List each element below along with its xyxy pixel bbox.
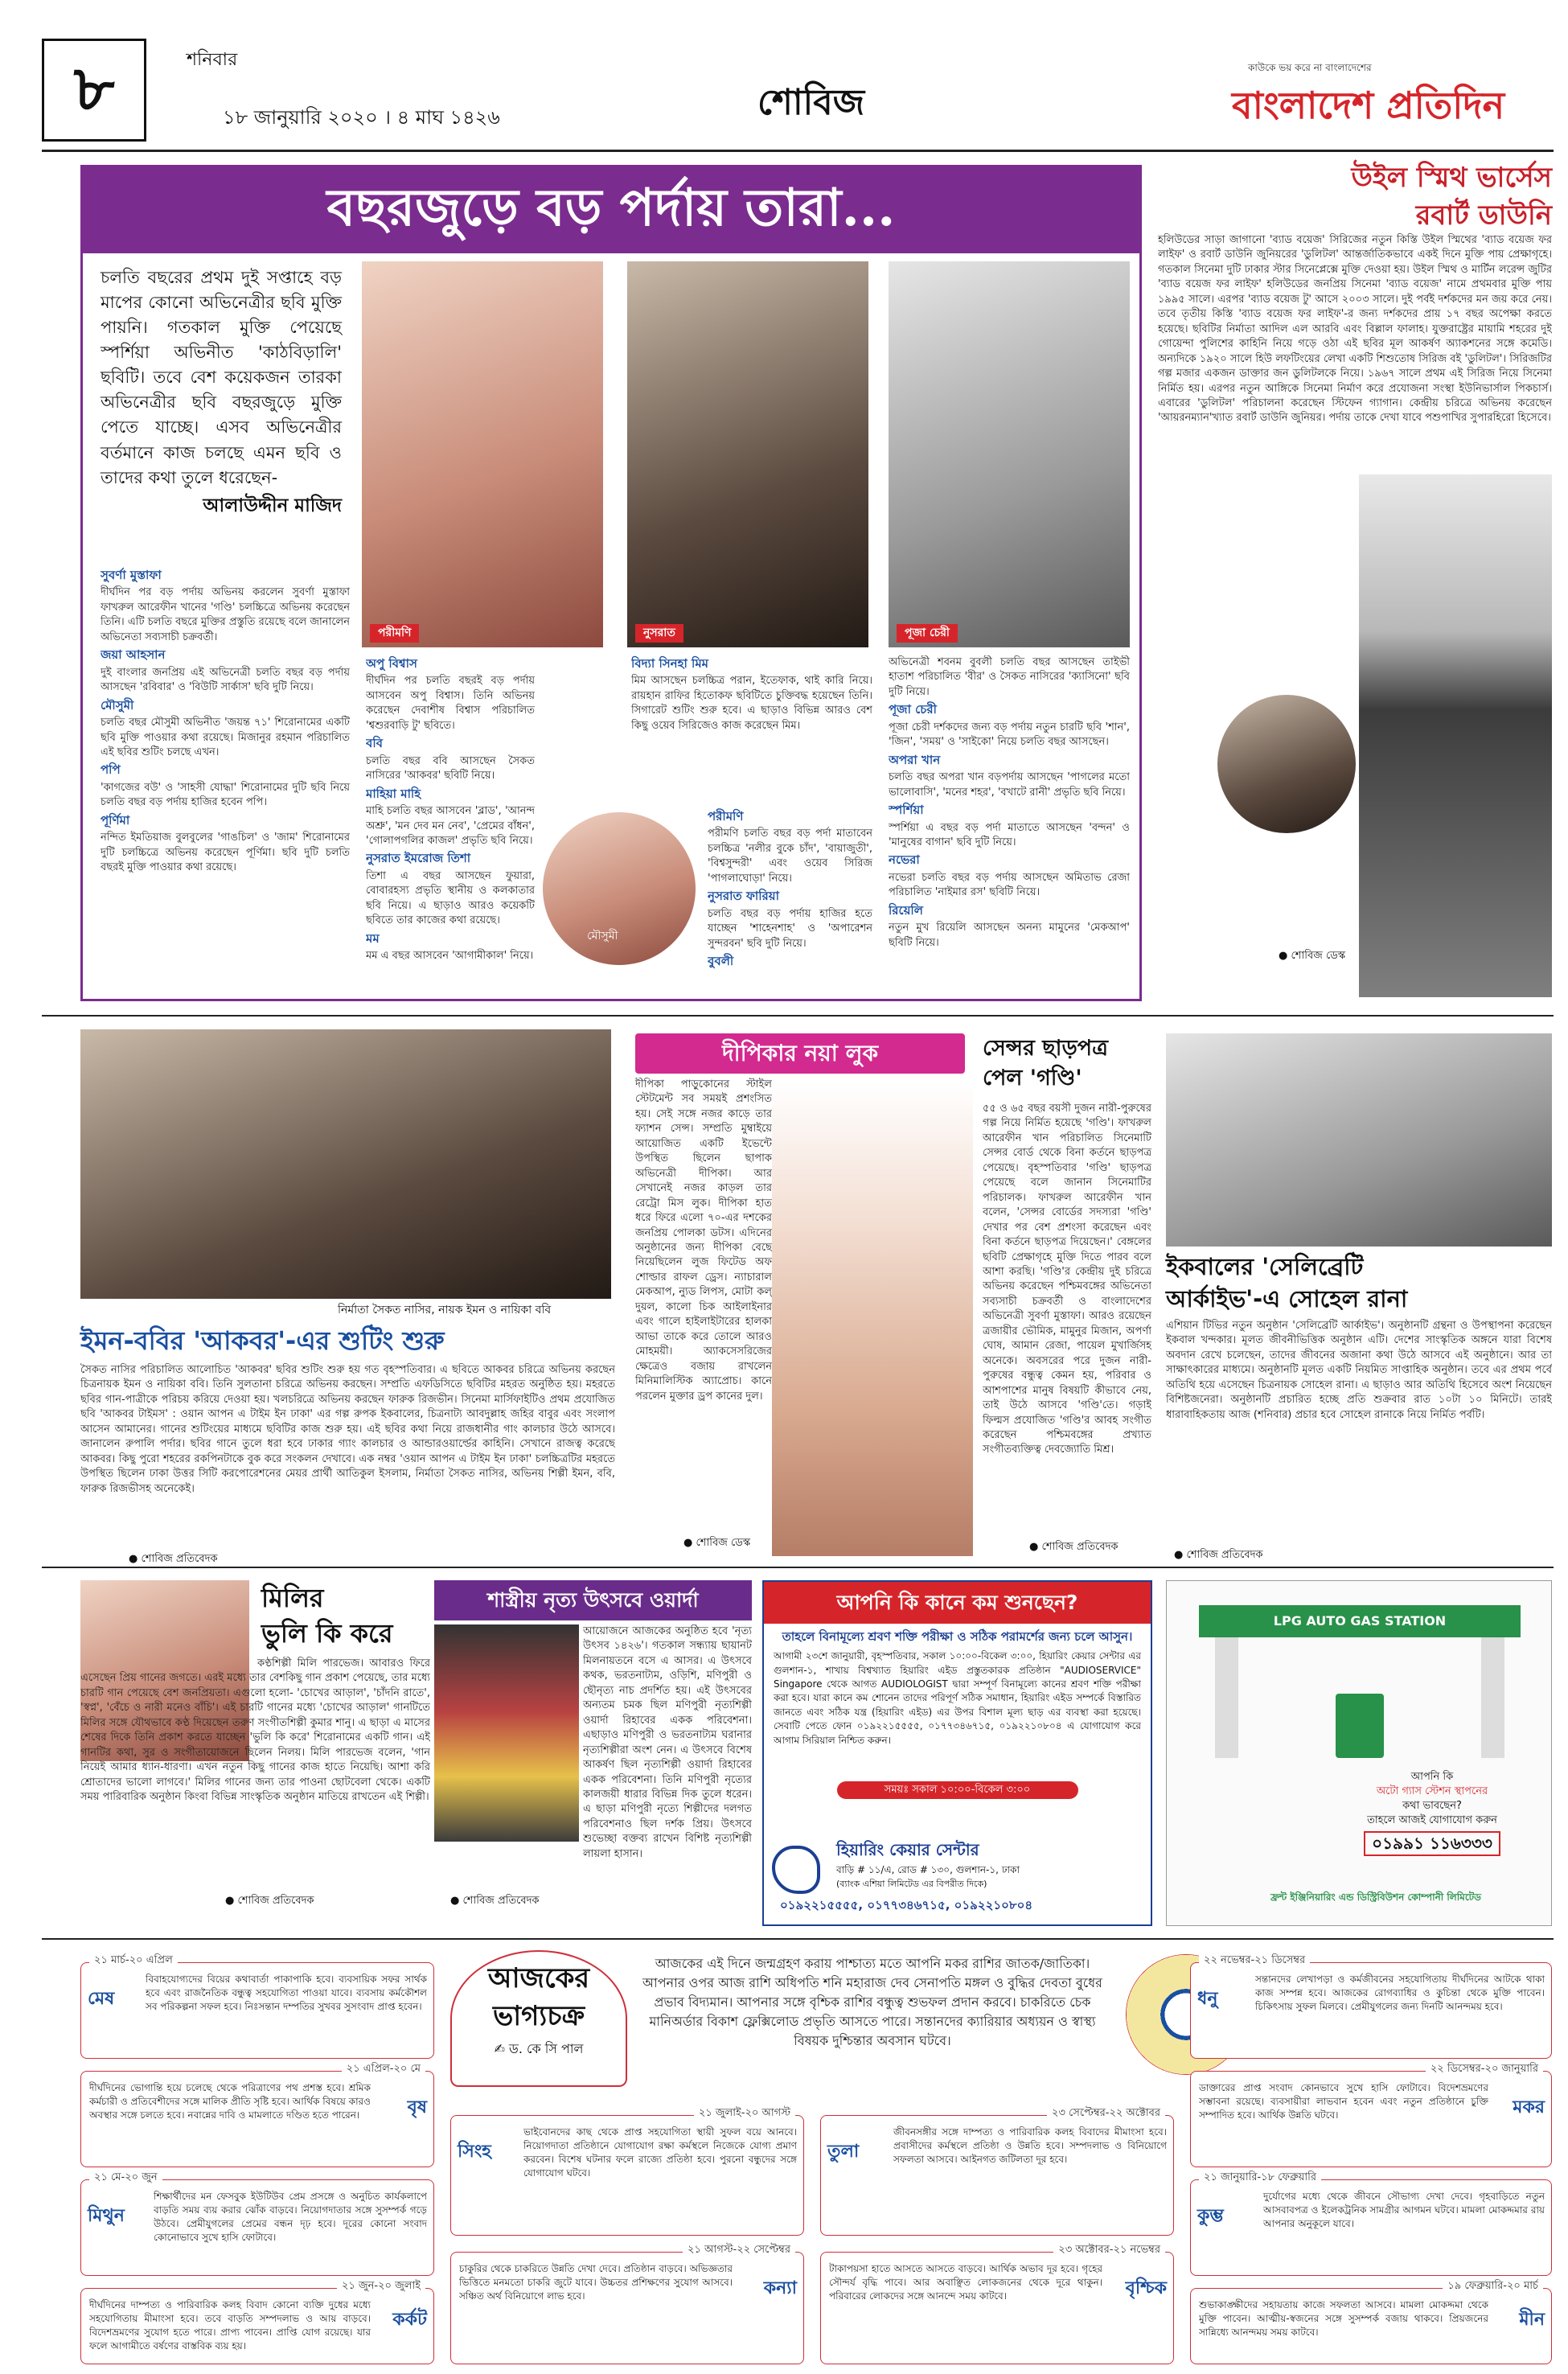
sign-name: মীন bbox=[1519, 2310, 1545, 2330]
masthead bbox=[42, 39, 1554, 151]
sign-date: ২১ জানুয়ারি-১৮ ফেব্রুয়ারি bbox=[1199, 2171, 1321, 2185]
sign-name: তুলা bbox=[827, 2142, 860, 2162]
deepika-credit: ● শোবিজ ডেস্ক bbox=[683, 1537, 751, 1549]
lead-intro bbox=[101, 265, 342, 555]
actress-blurb: পূজা চেরী দর্শকদের জন্য বড় পর্দায় নতুন চারটি ছবি 'শান', 'জিন', 'সময়' ও 'সাইকো' নিয়ে চলতি বছর আসছেন। bbox=[889, 721, 1130, 749]
photo-warda bbox=[434, 1624, 579, 1842]
actress-blurb: দীর্ঘদিন পর বড় পর্দায় অভিনয় করলেন সুবর্ণা মুস্তাফা ফাখরুল আরেফীন খানের 'গণ্ডি' চলচ্চিত্রে অভিনয় করেছেন তিনি। এটি চলতি বছরে মুক্তির প্রস্তুতি রয়েছে বলে জানালেন অভিনেতা সব্যসাচী চক্রবর্তী। bbox=[101, 586, 350, 643]
sign-text: সন্তানদের লেখাপড়া ও কর্মজীবনের সহযোগিতায় দীর্ঘদিনের আটকে থাকা কাজ সম্পন্ন হবে। আজকের রোগব্যাধির ও কুচিন্তা থেকে মুক্তি পাবেন। চিকিৎসায় সুফল মিলবে। প্রেমীযুগলের জন্য দিনটি আনন্দময় হবে। bbox=[1255, 1974, 1545, 2013]
photo-puja-cherry bbox=[889, 261, 1130, 647]
actress-name: মাহিয়া মাহি bbox=[366, 786, 421, 801]
masthead-rule bbox=[42, 150, 1554, 152]
deepika-body bbox=[635, 1078, 772, 1528]
warda-headline: শাস্ত্রীয় নৃত্য উৎসবে ওয়ার্দা bbox=[487, 1588, 699, 1612]
gas-ad-phone: ০১৯৯১ ১১৬৩৩৩ bbox=[1364, 1831, 1500, 1857]
iqbal-headline bbox=[1166, 1251, 1552, 1315]
actress-blurb: চলতি বছর ববি আসছেন সৈকত নাসিরের 'আকবর' ছবিটি নিয়ে। bbox=[366, 754, 535, 782]
actress-name: রিয়েলি bbox=[889, 902, 923, 918]
sign-text: দীর্ঘদিনের ভোগান্তি হয়ে চলেছে থেকে পরিত্রাণের পথ প্রশস্ত হবে। শ্রমিক কর্মচারী ও প্রতিবেশীদের সঙ্গে মালিক প্রীতি সৃষ্টি হবে। আর্থিক বিষয়ে কারও অবস্থার সঙ্গে চলতে হবে। নবান্নের দাবি ও মামলাতে দণ্ডিত হতে পারেন। bbox=[89, 2082, 371, 2121]
akbar-credit: ● শোবিজ প্রতিবেদক bbox=[129, 1553, 218, 1565]
iqbal-body-text: এশিয়ান টিভির নতুন অনুষ্ঠান 'সেলিব্রেটি আর্কাইভ'। অনুষ্ঠানটি গ্রন্থনা ও উপস্থাপনা করেছেন ইকবাল খন্দকার। মূলত জীবনীভিত্তিক অনুষ্ঠান এটি। দেশের সাংস্কৃতিক অঙ্গনে যারা বিশেষ অবদান রেখে চলেছেন, তাদের জীবনের অজানা কথা উঠে আসবে এই অনুষ্ঠানে। আর তা সাক্ষাৎকারের মাধ্যমে। অনুষ্ঠানটি মূলত একটি নিয়মিত সাপ্তাহিক অনুষ্ঠান। তবে এর প্রথম পর্বে অতিথি হয়ে এসেছেন চিত্রনায়ক সোহেল রানা। এ ছাড়াও আর অতিথি হিসেবে অংশ নিয়েছেন বিশিষ্টজনেরা। অনুষ্ঠানটি প্রচারিত হচ্ছে প্রতি শুক্রবার রাত ১০টা ১০ মিনিটে। তারই ধারাবাহিকতায় আজ (শনিবার) প্রচার হবে সোহেল রানাকে নিয়ে নির্মিত পর্বটি। bbox=[1166, 1320, 1552, 1421]
will-credit-text: শোবিজ ডেস্ক bbox=[1291, 950, 1346, 962]
actress-name: ববি bbox=[366, 736, 383, 751]
gas-ad-text bbox=[1328, 1770, 1537, 1856]
actress-blurb: চলতি বছর বড় পর্দায় হাজির হতে যাচ্ছেন 'শাহেনশাহ' ও 'অপারেশন সুন্দরবন' ছবি দুটি নিয়ে। bbox=[708, 907, 872, 950]
photo-porimoni bbox=[362, 261, 603, 647]
deepika-banner bbox=[635, 1033, 965, 1074]
sign-name: কর্কট bbox=[392, 2310, 427, 2330]
actress-name: পূজা চেরী bbox=[889, 702, 937, 717]
section-divider bbox=[42, 1567, 1554, 1568]
actress-blurb: নভেরা চলতি বছর বড় পর্দায় আসছেন অমিতাভ রেজা পরিচালিত 'নাইমার রস' ছবিটি নিয়ে। bbox=[889, 871, 1130, 899]
sign-name: কন্যা bbox=[763, 2278, 797, 2298]
sign-text: জীবনসঙ্গীর সঙ্গে দাম্পত্য ও পারিবারিক কলহ বিবাদের মীমাংসা হবে। প্রবাসীদের কর্মস্থলে প্রতিষ্ঠা ও উন্নতি হবে। সম্পদলাভ ও বিনিয়োগে সফলতা আসবে। আইনগত জটিলতা দূর হবে। bbox=[893, 2126, 1167, 2166]
actress-blurb: মম এ বছর আসবেন 'আগামীকাল' নিয়ে। bbox=[366, 950, 534, 963]
sign-name: মেষ bbox=[88, 1989, 115, 2009]
akbar-caption: নির্মাতা সৈকত নাসির, নায়ক ইমন ও নায়িকা ববি bbox=[338, 1304, 552, 1316]
mili-body bbox=[80, 1657, 430, 1898]
gondi-headline-line1: সেন্সর ছাড়পত্র bbox=[983, 1036, 1108, 1061]
sign-text: ডাক্তারের প্রাপ্ত সংবাদ কোনভাবে সুখে হাসি ফোটাবে। বিদেশভ্রমণের সম্ভাবনা রয়েছে। ব্যবসায়ীরা লাভবান হবেন এবং নতুন প্রতিষ্ঠানে চুক্তি সম্পাদিত হবে। আর্থিক উন্নতি ঘটবে। bbox=[1199, 2082, 1488, 2121]
hearing-ad-time: সময়ঃ সকাল ১০:০০-বিকেল ৩:০০ bbox=[837, 1781, 1078, 1799]
sign-pisces bbox=[1190, 2280, 1552, 2364]
akbar-body bbox=[80, 1363, 615, 1548]
lead-byline: আলাউদ্দীন মাজিদ bbox=[203, 495, 342, 516]
lead-column-1 bbox=[101, 567, 350, 993]
hearing-ad-banner bbox=[764, 1582, 1151, 1624]
sign-name: সিংহ bbox=[458, 2142, 491, 2162]
sign-leo bbox=[450, 2107, 804, 2236]
hearing-ad-address: বাড়ি # ১১/এ, রোড # ১৩০, গুলশান-১, ঢাকা bbox=[836, 1864, 1020, 1875]
horoscope-title1: আজকের bbox=[487, 1962, 590, 1994]
sign-date: ২২ ডিসেম্বর-২০ জানুয়ারি bbox=[1426, 2062, 1543, 2076]
sign-date: ২১ মে-২০ জুন bbox=[89, 2171, 162, 2185]
photo-caption: পরীমণি bbox=[370, 624, 419, 643]
horoscope-intro-text: আজকের এই দিনে জন্মগ্রহণ করায় পাশ্চাত্য মতে আপনি মকর রাশির জাতক/জাতিকা। আপনার ওপর আজ রাশি অধিপতি শনি মহারাজ দেব সেনাপতি মঙ্গল ও বুদ্ধির দেবতা বুধের প্রভাব বিদ্যমান। আপনার সঙ্গে বৃশ্চিক রাশির বন্ধুত্ব শুভফল প্রদান করবে। চাকরিতে চেক মানিঅর্ডার বিকাশ ফ্লেক্সিলোড প্রভৃতি আসতে পারে। সন্তানদের ক্যারিয়ার অধ্যয়ন ও স্বাস্থ্য বিষয়ক দুশ্চিন্তার অবসান ঘটবে। bbox=[642, 1956, 1102, 2048]
horoscope-intro bbox=[635, 1954, 1110, 2091]
mili-headline-line2: ভুলি কি করে bbox=[261, 1618, 393, 1649]
lead-column-3 bbox=[631, 655, 872, 808]
iqbal-credit: ● শোবিজ প্রতিবেদক bbox=[1174, 1549, 1263, 1561]
lead-intro-text: চলতি বছরের প্রথম দুই সপ্তাহে বড় মাপের কোনো অভিনেত্রীর ছবি মুক্তি পায়নি। গতকাল মুক্তি পেয়েছে স্পর্শিয়া অভিনীত 'কাঠবিড়ালি' ছবিটি। তবে বেশ কয়েকজন তারকা অভিনেত্রীর ছবি বছরজুড়ে মুক্তি পেতে যাচ্ছে। এসব অভিনেত্রীর বর্তমানে কাজ চলছে এমন ছবি ও তাদের কথা তুলে ধরেছেন- bbox=[101, 268, 342, 487]
iqbal-headline-line2: আর্কাইভ'-এ সোহেল রানা bbox=[1166, 1285, 1408, 1313]
sign-aries bbox=[80, 1954, 434, 2059]
actress-name: জয়া আহসান bbox=[101, 647, 166, 663]
gondi-credit: ● শোবিজ প্রতিবেদক bbox=[1029, 1541, 1119, 1553]
gondi-body bbox=[983, 1102, 1151, 1536]
gas-ad-line3: কথা ভাবছেন? bbox=[1402, 1799, 1462, 1812]
actress-blurb: স্পর্শিয়া এ বছর বড় পর্দা মাতাতে আসছেন 'বন্দন' ও 'মানুষের বাগান' ছবি দুটি নিয়ে। bbox=[889, 821, 1130, 848]
warda-body bbox=[583, 1624, 752, 1890]
deepika-headline: দীপিকার নয়া লুক bbox=[721, 1040, 879, 1066]
will-headline bbox=[1158, 159, 1552, 235]
photo-robert-downey bbox=[1214, 692, 1359, 836]
lead-column-2 bbox=[366, 655, 535, 993]
hearing-ad-address2: (ব্যাংক এশিয়া লিমিটেড এর বিপরীত দিকে) bbox=[836, 1879, 987, 1889]
sign-date: ২১ জুলাই-২০ আগস্ট bbox=[694, 2106, 795, 2121]
will-body-text: হলিউডের সাড়া জাগানো 'ব্যাড বয়েজ' সিরিজের নতুন কিস্তি উইল স্মিথের 'ব্যাড বয়েজ ফর লাইফ' ও রবার্ট ডাউনি জুনিয়রের 'ডুলিটল' আন্তর্জাতিকভাবে একই দিনে মুক্তি পায় প্রেক্ষাগৃহে। গতকাল সিনেমা দুটি ঢাকার স্টার সিনেপ্লেক্সে মুক্তি দেওয়া হয়। উইল স্মিথ ও মার্টিন লরেন্স জুটির 'ব্যাড বয়েজ ফর লাইফ' হলিউডের জনপ্রিয় সিনেমা 'ব্যাড বয়েজ' নামে প্রথমবার মুক্তি পায় ১৯৯৫ সালে। এরপর 'ব্যাড বয়েজ টু' আসে ২০০৩ সালে। দুই পর্বই দর্শকদের মন জয় করে নেয়। তবে তৃতীয় কিস্তি 'ব্যাড বয়েজ ফর লাইফ'-র জন্য দর্শকদের প্রায় ১৭ বছর অপেক্ষা করতে হয়েছে। ছবিটির নির্মাতা আদিল এল আরবি এবং বিল্লাল ফালাহ। যুক্তরাষ্ট্রের মায়ামি শহরের দুই গোয়েন্দা পুলিশের কাহিনি নিয়ে গড়ে ওঠা এই ছবির মূল আকর্ষণ অ্যাকশনের সঙ্গে কমেডি। অন্যদিকে ১৯২০ সালে হিউ লফটিংয়ের লেখা একটি শিশুতোষ সিরিজ বই 'ডুলিটল'। সিরিজটির গল্প মজার একজন ডাক্তার জন ডুলিটলকে নিয়ে। ১৯৬৭ সালে প্রথম এই সিরিজ নিয়ে সিনেমা নির্মিত হয়। এরপর নতুন আঙ্গিকে সিনেমা নির্মাণ করে প্রযোজনা সংস্থা ইউনিভার্সাল পিকচার্স। এবারের 'ডুলিটল' পরিচালনা করেছেন স্টিফেন গ্যাগান। কেন্দ্রীয় চরিত্রে অভিনয় করেছেন 'আয়রনম্যান'খ্যাত রবার্ট ডাউনি জুনিয়র। পর্দায় তাকে দেখা যাবে পশুপাখির সুপারহিরো হিসেবে। bbox=[1158, 234, 1552, 425]
photo-will-smith bbox=[1359, 474, 1552, 997]
sign-name: মিথুন bbox=[88, 2206, 125, 2226]
sign-date: ২১ আগস্ট-২২ সেপ্টেম্বর bbox=[683, 2243, 795, 2257]
sign-date: ২৩ অক্টোবর-২১ নভেম্বর bbox=[1053, 2243, 1165, 2257]
mili-credit-text: শোবিজ প্রতিবেদক bbox=[237, 1895, 314, 1907]
hearing-ear-icon bbox=[772, 1846, 820, 1894]
actress-blurb: মিম আসছেন চলচ্চিত্র পরান, ইতেফাক, থাই কারি নিয়ে। রায়হান রাফির হিতোকফ ছবিটিতে চুক্তিবদ্ধ হয়েছেন তিনি। সিগারেট শুটিং শুরু হবে। এ ছাড়াও বিভিন্ন আরও বেশ কিছু ওয়েব সিরিজেও কাজ করেছেন মিম। bbox=[631, 675, 872, 732]
deepika-credit-text: শোবিজ ডেস্ক bbox=[696, 1537, 751, 1549]
sign-date: ২২ নভেম্বর-২১ ডিসেম্বর bbox=[1199, 1953, 1310, 1968]
sign-text: দীর্ঘদিনের দাম্পত্য ও পারিবারিক কলহ বিবাদ কোনো ব্যক্তি দুধের মধ্যে সহযোগিতায় মীমাংসা হবে। তবে বাড়তি সম্পদলাভ ও আয় বাড়বে। বিদেশভ্রমণের সুযোগ হতে পারে। প্রাপ্য পাবেন। প্রাপ্তি যোগ রয়েছে। যার ফলে আগামীতে বর্ষণের বাস্তবিক ব্যয় হয়। bbox=[89, 2299, 371, 2352]
sign-name: কুম্ভ bbox=[1197, 2206, 1224, 2226]
sign-capricorn bbox=[1190, 2063, 1552, 2167]
warda-credit: ● শোবিজ প্রতিবেদক bbox=[450, 1895, 540, 1907]
sign-text: দুর্যোগের মধ্যে থেকে জীবনে সৌভাগ্য দেখা দেবে। গৃহবাড়িতে নতুন আসবাবপত্র ও ইলেকট্রনিক সামগ্রীর আগমন ঘটবে। মামলা মোকদ্দমার রায় আপনার অনুকূলে যাবে। bbox=[1263, 2191, 1545, 2230]
iqbal-credit-text: শোবিজ প্রতিবেদক bbox=[1186, 1549, 1263, 1561]
gondi-headline bbox=[983, 1033, 1155, 1094]
sign-date: ২১ জুন-২০ জুলাই bbox=[337, 2279, 425, 2294]
iqbal-headline-line1: ইকবালের 'সেলিব্রেটি bbox=[1166, 1253, 1364, 1280]
lead-column-4 bbox=[889, 655, 1130, 993]
akbar-credit-text: শোবিজ প্রতিবেদক bbox=[141, 1553, 218, 1565]
photo-akbar-team bbox=[80, 1029, 611, 1299]
actress-name: অপু বিশ্বাস bbox=[366, 656, 417, 671]
actress-blurb: 'কাগজের বউ' ও 'সাহসী যোদ্ধা' শিরোনামের দুটি ছবি নিয়ে চলতি বছর বড় পর্দায় হাজির হবেন পপি। bbox=[101, 781, 350, 809]
section-divider bbox=[42, 1938, 1554, 1940]
hearing-ad-center: হিয়ারিং কেয়ার সেন্টার bbox=[836, 1840, 979, 1859]
actress-name: বিদ্যা সিনহা মিম bbox=[631, 656, 708, 671]
sign-text: চাকুরির থেকে চাকরিতে উন্নতি দেখা দেবে। প্রতিষ্ঠান বাড়বে। অভিজ্ঞতার ভিত্তিতে মনমতো চাকরি জুটে যাবে। উচ্চতর প্রশিক্ষণের সুযোগ আসবে। সঞ্চিত অর্থ বিনিয়োগে লাভ হবে। bbox=[459, 2263, 733, 2302]
will-headline-line1: উইল স্মিথ ভার্সেস bbox=[1351, 162, 1552, 194]
will-credit: ● শোবিজ ডেস্ক bbox=[1279, 950, 1346, 962]
warda-banner bbox=[434, 1580, 752, 1620]
actress-blurb: চলতি বছর অপরা খান বড়পর্দায় আসছেন 'পাগলের মতো ভালোবাসি', 'মনের শহর', 'বখাটে রানী' প্রভৃতি ছবি নিয়ে। bbox=[889, 771, 1130, 799]
warda-credit-text: শোবিজ প্রতিবেদক bbox=[462, 1895, 540, 1907]
horoscope-author-text: ড. কে সি পাল bbox=[509, 2040, 584, 2056]
actress-name: মম bbox=[366, 930, 380, 946]
warda-body-text: আয়োজনে আজকের অনুষ্ঠিত হবে 'নৃত্য উৎসব ১৪২৬'। গতকাল সন্ধ্যায় ছায়ানট মিলনায়তনে বসে এ আসর। এ উৎসবে কথক, ভরতনাট্যম, ওড়িশি, মণিপুরী ও ছৌনৃত্য নাচ প্রদর্শিত হয়। এই উৎসবের অন্যতম চমক ছিল মণিপুরী নৃত্যশিল্পী ওয়ার্দা রিহাবের একক পরিবেশনা। এছাড়াও মণিপুরী ও ভরতনাট্যম ঘরানার নৃত্যশিল্পীরা অংশ নেন। এ উৎসবে বিশেষ আকর্ষণ ছিল নৃত্যশিল্পী ওয়ার্দা রিহাবের একক পরিবেশনা। তিনি মণিপুরী নৃত্যের কালজয়ী ধারার বিভিন্ন দিক তুলে ধরেন। এ ছাড়া মণিপুরী নৃত্যে শিল্পীদের দলগত পরিবেশনাও ছিল দর্শক প্রিয়। উৎসবে শুভেচ্ছা বক্তব্য রাখেন বিশিষ্ট নৃত্যশিল্পী লায়লা হাসান। bbox=[583, 1625, 752, 1860]
gas-station-canopy bbox=[1199, 1605, 1521, 1637]
page-number: ৮ bbox=[73, 53, 115, 125]
photo-caption: পূজা চেরী bbox=[897, 624, 958, 643]
actress-name: পূর্ণিমা bbox=[101, 812, 130, 828]
lead-headline: বছরজুড়ে বড় পর্দায় তারা... bbox=[326, 178, 896, 238]
lead-column-3b bbox=[708, 808, 872, 993]
lead-banner bbox=[80, 165, 1142, 253]
deepika-body-text: দীপিকা পাড়ুকোনের স্টাইল স্টেটমেন্ট সব সময়ই প্রশংসিত হয়। সেই সঙ্গে নজর কাড়ে তার ফ্যাশন সেন্স। সম্প্রতি মুম্বাইয়ে আয়োজিত একটি ইভেন্টে উপস্থিত ছিলেন ছাপাক অভিনেত্রী দীপিকা। আর সেখানেই নজর কাড়ল তার রেট্রো মিস লুক। দীপিকা হাত ধরে ফিরে এলো ৭০-এর দশকের জনপ্রিয় পোলকা ডটস। এদিনের অনুষ্ঠানের জন্য দীপিকা বেছে নিয়েছিলেন লুজ ফিটেড অফ শোল্ডার রাফল ড্রেস। ন্যাচারাল মেকআপ, ন্যুড লিপস, মোটা কল্‌ দুয়ল, কালো চিক আইলাইনার এবং গালে হাইলাইটারের হালকা আভা তাকে করে তোলে আরও মোহময়ী। অ্যাকসেসরিজের ক্ষেত্রেও বজায় রাখলেন মিনিমালিস্টিক অ্যাপ্রোচ। কানে পরলেন মুক্তার ড্রপ কানের দুল। bbox=[635, 1078, 772, 1403]
masthead-date: ১৮ জানুয়ারি ২০২০ । ৪ মাঘ ১৪২৬ bbox=[223, 106, 500, 129]
hearing-ad-phones: ০১৯২২১৫৫৫৫, ০১৭৭৩৪৬৭১৫, ০১৯২২১০৮০৪ bbox=[780, 1898, 1033, 1912]
gondi-headline-line2: পেল 'গণ্ডি' bbox=[983, 1066, 1082, 1091]
sign-aquarius bbox=[1190, 2171, 1552, 2276]
section-divider bbox=[42, 1015, 1554, 1017]
sign-text: শুভাকাঙ্ক্ষীদের সহায়তায় কাজে সফলতা আসবে। মামলা মোকদ্দমা থেকে মুক্তি পাবেন। আত্মীয়-স্বজনের সঙ্গে সুসম্পর্ক বজায় থাকবে। প্রিয়জনের সান্নিধ্যে আনন্দময় সময় কাটবে। bbox=[1199, 2299, 1488, 2339]
mili-body-text: কণ্ঠশিল্পী মিলি পারভেজ। আবারও ফিরে এসেছেন প্রিয় গানের জগতে। এরই মধ্যে তার বেশকিছু গান প্রকাশ পেয়েছে, তার মধ্যে চারটি গান পেয়েছে বেশ জনপ্রিয়তা। এগুলো হলো- 'চোখের আড়াল', 'চাঁদনি রাতে', 'স্বপ্ন', 'বেঁচে ও নারী মনেও বাঁচি'। এই চারটি গানের মধ্যে 'চোখের আড়াল' গানটিতে মিলির সঙ্গে যৌথভাবে কণ্ঠ দিয়েছেন তরুণ সংগীতশিল্পী কুমার শানু। এ ছাড়া এ মাসের শেষের দিকে তিনি প্রকাশ করতে যাচ্ছেন 'ভুলি কি করে' শিরোনামের একটি গান। এই গানটির কথা, সুর ও সংগীতায়োজনে ছিলেন নিলয়। মিলি পারভেজ বলেন, 'গান নিয়েই আমার ধ্যান-ধারণা। এখন নতুন কিছু গানের কাজ হাতে নিয়েছি। আশা করি শ্রোতাদের ভালো লাগবে।' মিলির গানের জন্য তার পাওনা ছোটবেলা থেকে। একটি সময় পারিবারিক অনুষ্ঠান কিংবা বিভিন্ন সাংস্কৃতিক অনুষ্ঠান মাতিয়ে রাখতেন এই শিল্পী। bbox=[80, 1657, 430, 1804]
actress-blurb: অভিনেত্রী শবনম বুবলী চলতি বছর আসছেন তাইভী হাতাশ পরিচালিত 'বীর' ও সৈকত নাসিরের 'ক্যাসিনো' ছবি দুটি নিয়ে। bbox=[889, 656, 1130, 698]
sign-cancer bbox=[80, 2280, 434, 2364]
paper-logo: বাংলাদেশ প্রতিদিন bbox=[1232, 84, 1505, 127]
mili-credit: ● শোবিজ প্রতিবেদক bbox=[225, 1895, 314, 1907]
mili-headline bbox=[261, 1580, 438, 1651]
photo-mousumi bbox=[543, 812, 696, 965]
sign-date: ১৯ ফেব্রুয়ারি-২০ মার্চ bbox=[1443, 2279, 1543, 2294]
sign-date: ২১ এপ্রিল-২০ মে bbox=[342, 2062, 425, 2076]
actress-blurb: দীর্ঘদিন পর চলতি বছরই বড় পর্দায় আসবেন অপু বিশ্বাস। তিনি অভিনয় করেছেন দেবাশীষ বিশ্বাস পরিচালিত 'শ্বশুরবাড়ি টু' ছবিতে। bbox=[366, 675, 535, 732]
sign-scorpio bbox=[820, 2244, 1174, 2364]
hearing-ad bbox=[762, 1580, 1152, 1926]
hearing-ad-center-block bbox=[772, 1839, 1142, 1920]
actress-blurb: দুই বাংলার জনপ্রিয় এই অভিনেত্রী চলতি বছর বড় পর্দায় আসছেন 'রবিবার' ও 'বিউটি সার্কাস' ছবি দুটি নিয়ে। bbox=[101, 666, 350, 694]
gas-station-name: LPG AUTO GAS STATION bbox=[1273, 1613, 1447, 1629]
hearing-ad-body: আগামী ২৩শে জানুয়ারী, বৃহস্পতিবার, সকাল ১০:০০-বিকেল ৩:০০, হিয়ারিং কেয়ার সেন্টার এর গুলশান-১, শাখায় বিশ্বখ্যাত হিয়ারিং এইড প্রস্তুতকারক প্রতিষ্ঠান "AUDIOSERVICE" Singapore থেকে আগত AUDIOLOGIST দ্বারা সম্পূর্ণ বিনামূল্যে কানের শ্রবণ শক্তি পরীক্ষা করা হবে। যারা কানে কম শোনেন তাদের পরিপূর্ণ সঠিক সমাধান, হিয়ারিং এইড সম্পর্কে বিস্তারিত জানতে এবং সঠিক যন্ত্র (হিয়ারিং এইড) এর উপর বিশাল মূল্য ছাড় এর ব্যবস্থা করা হয়েছে। সেবাটি পেতে ফোন ০১৯২২১৫৫৫৫, ০১৭৭৩৪৬৭১৫, ০১৯২২১০৮০৪ এ যোগাযোগ করে আগাম সিরিয়াল নিশ্চিত করুন। bbox=[774, 1650, 1141, 1746]
sign-libra bbox=[820, 2107, 1174, 2236]
sign-gemini bbox=[80, 2171, 434, 2276]
masthead-day: শনিবার bbox=[187, 50, 238, 70]
sign-taurus bbox=[80, 2063, 434, 2167]
page-number-box bbox=[42, 39, 146, 142]
actress-name: স্পর্শিয়া bbox=[889, 803, 924, 818]
photo-caption: মৌসুমী bbox=[587, 929, 618, 943]
gas-station-ad bbox=[1166, 1580, 1552, 1926]
photo-iqbal-sohel-rana bbox=[1166, 1033, 1552, 1247]
actress-blurb: পরীমণি চলতি বছর বড় পর্দা মাতাবেন চলচ্চিত্র 'নলীর বুকে চাঁদ', 'বায়াজুতী', 'বিশ্বসুন্দরী' এবং ওয়েব সিরিজ 'পাগলাঘোড়া' নিয়ে। bbox=[708, 828, 872, 885]
sign-date: ২৩ সেপ্টেম্বর-২২ অক্টোবর bbox=[1047, 2106, 1165, 2121]
actress-name: বুবলী bbox=[708, 954, 734, 969]
horoscope-title-block bbox=[450, 1950, 627, 2087]
sign-name: মকর bbox=[1513, 2097, 1545, 2117]
actress-name: অপরা খান bbox=[889, 752, 941, 767]
actress-name: পপি bbox=[101, 762, 121, 778]
paper-tagline: কাউকে ভয় করে না বাংলাদেশের bbox=[1248, 62, 1372, 73]
horoscope-author: ✍ ড. কে সি পাল bbox=[494, 2040, 584, 2056]
sign-text: বিবাহযোগ্যদের বিয়ের কথাবার্তা পাকাপাকি হবে। ব্যবসায়িক সফর সার্থক হবে এবং রাজনৈতিক বন্ধুত্ব সহযোগিতা পাওয়া যাবে। ব্যবসায় কর্মকৌশল সব পরিকল্পনা সফল হবে। নিঃসন্তান দম্পতির সুখবর সুসংবাদ প্রাপ্ত হবেন। bbox=[146, 1974, 427, 2013]
actress-blurb: মাহি চলতি বছর আসবেন 'ব্লাড', 'আনন্দ অশ্রু', 'মন দেব মন নেব', 'প্রেমের বাঁধন', 'গোলাপগলির কাজল' প্রভৃতি ছবি নিয়ে। bbox=[366, 805, 535, 847]
section-title: শোবিজ bbox=[757, 82, 865, 123]
sign-date: ২১ মার্চ-২০ এপ্রিল bbox=[89, 1953, 178, 1968]
gas-pump bbox=[1336, 1694, 1384, 1758]
actress-name: নুসরাত ইমরোজ তিশা bbox=[366, 851, 471, 866]
sign-virgo bbox=[450, 2244, 804, 2364]
photo-deepika bbox=[772, 1082, 973, 1556]
actress-name: নুসরাত ফারিয়া bbox=[708, 889, 779, 904]
gondi-credit-text: শোবিজ প্রতিবেদক bbox=[1041, 1541, 1119, 1553]
gas-ad-line1: আপনি কি bbox=[1410, 1771, 1454, 1783]
actress-blurb: নতুন মুখ রিয়েলি আসছেন অনন্য মামুনের 'মেকআপ' ছবিটি নিয়ে। bbox=[889, 922, 1130, 949]
akbar-body-text: সৈকত নাসির পরিচালিত আলোচিত 'আকবর' ছবির শুটিং শুরু হয় গত বৃহস্পতিবার। এ ছবিতে আকবর চরিত্রে অভিনয় করছেন চিত্রনায়ক ইমন ও নায়িকা ববি। তিনি সুলতানা চরিত্রে অভিনয় করছেন। সম্প্রতি এফডিসিতে ছবিটির মহরত অনুষ্ঠিত হয়। মহরতে ছবির গান-পাত্রীকে পরিচয় করিয়ে দেওয়া হয়। খলচরিত্রে অভিনয় করছেন ফারুক রিজভীন। সিনেমা মার্সিফাইটিও প্রথম প্রযোজিত ছবি 'আকবর টাইমস' : ওয়ান আপন এ টাইম ইন ঢাকা' এর গল্প রুপক ইকবালের, চিত্রনাট্য আবদুল্লাহ জহির বাবুর এবং সংলাপ আসেন আমানের। গানের শুটিংয়ের মাধ্যমে ছবিটির কাজ শুরু হয়। এই ছবির কথা নিয়ে রাজধানীর গাং কালচার উঠে আসবে। জানালেন রুপালি পর্দার। ছবির গানে তুলে ধরা হবে ঢাকার গ্যাং কালচার ও আন্ডারওয়ার্ল্ডের কাহিনি। সেখানে রাজত্ব করেছে আকবর। কিছু পুরো শহরের রকপিনটাকে বুক করে সংকলন দেখাবে। এক নম্বর 'ওয়ান আপন এ টাইম ইন ঢাকা' চলচ্চিত্রটির মহরতে উপস্থিত ছিলেন ঢাকা উত্তর সিটি করপোরেশনের মেয়র প্রার্থী আতিকুল ইসলাম, নির্মাতা সৈকত নাসির, অভিনয় শিল্পী ইমন, ববি, ফারুক রিজভীসহ অনেকেই। bbox=[80, 1364, 615, 1495]
mili-headline-line1: মিলির bbox=[261, 1583, 324, 1613]
iqbal-body bbox=[1166, 1319, 1552, 1532]
gondi-body-text: ৫৫ ও ৬৫ বছর বয়সী দুজন নারী-পুরুষের গল্প নিয়ে নির্মিত হয়েছে 'গণ্ডি'। ফাখরুল আরেফীন খান পরিচালিত সিনেমাটি সেন্সর বোর্ড থেকে বিনা কর্তনে ছাড়পত্র পেয়েছে। বৃহস্পতিবার 'গণ্ডি' ছাড়পত্র পেয়েছে বলে জানান সিনেমাটির পরিচালক। ফাখরুল আরেফীন খান বলেন, 'সেন্সর বোর্ডের সদস্যরা 'গণ্ডি' দেখার পর বেশ প্রশংসা করেছেন এবং বিনা কর্তনে ছাড়পত্র দিয়েছেন।' বেঙ্গলের ছবিটি প্রেক্ষাগৃহে মুক্তি দিতে পারব বলে আশা করছি। 'গণ্ডি'র কেন্দ্রীয় দুই চরিত্রে অভিনয় করেছেন পশ্চিমবঙ্গের অভিনেতা সব্যসাচী চক্রবর্তী ও বাংলাদেশের অভিনেত্রী সুবর্ণা মুস্তাফা। আরও রয়েছেন ত্রজায়ীর ভৌমিক, মামুনুর মিজান, অপর্ণা ঘোষ, আমান রেজা, পায়েল মুখার্জিসহ অনেকে। অবসরের পরে দুজন নারী-পুরুষের বন্ধুত্ব কেমন হয়, পরিবার ও আশপাশের মানুষ বিষয়টি কীভাবে নেয়, তাই উঠে আসবে 'গণ্ডি'তে। গড়াই ফিল্মস প্রযোজিত 'গণ্ডি'র আবহ সংগীত করেছেন পশ্চিমবঙ্গের প্রখ্যাত সংগীতব্যক্তিত্ব দেবজ্যোতি মিশ্র। bbox=[983, 1103, 1151, 1456]
actress-name: সুবর্ণা মুস্তাফা bbox=[101, 568, 162, 582]
sign-text: ভাইবোনদের কাছ থেকে প্রাপ্ত সহযোগিতা স্থায়ী সুফল বয়ে আনবে। নিয়োগদাতা প্রতিষ্ঠানে যোগাযোগ রক্ষা কর্মস্থলে নিজেকে যোগ্য প্রমাণ করবেন। বিশেষ ঘটনার ফলে রাজ্যে প্রতিষ্ঠা হবে। পুরনো বন্ধুদের সঙ্গে যোগাযোগ ঘটবে। bbox=[523, 2126, 797, 2179]
hearing-ad-subtitle: তাহলে বিনামূল্যে শ্রবণ শক্তি পরীক্ষা ও সঠিক পরামর্শের জন্য চলে আসুন। bbox=[782, 1629, 1133, 1644]
actress-blurb: নন্দিত ইমতিয়াজ বুলবুলের 'গাঙচিল' ও 'জাম' শিরোনামের দুটি চলচ্চিত্রে অভিনয় করেছেন পূর্ণিমা। ছবি দুটি চলতি বছরই মুক্তি পাওয়ার কথা রয়েছে। bbox=[101, 832, 350, 874]
sign-name: ধনু bbox=[1197, 1989, 1218, 2009]
horoscope-title2: ভাগ্যচক্র bbox=[492, 1999, 585, 2032]
sign-text: শিক্ষার্থীদের মন ফেসবুক ইউটিউব প্রেম প্রসঙ্গে ও অনুচিত কার্যকলাপে বাড়তি সময় ব্যয় করার ঝোঁক বাড়বে। নিয়োগদাতার সঙ্গে সুসম্পর্ক গড়ে উঠবে। প্রেমীযুগলের প্রেমের বন্ধন দৃঢ় হবে। দূরের কোনো সংবাদ কোনোভাবে সুখে হাসি ফোটাবে। bbox=[154, 2191, 427, 2244]
sign-sagittarius bbox=[1190, 1954, 1552, 2059]
will-body bbox=[1158, 233, 1552, 474]
akbar-headline: ইমন-ববির 'আকবর'-এর শুটিং শুরু bbox=[80, 1325, 445, 1356]
actress-blurb: তিশা এ বছর আসছেন ফুয়ারা, বোবারহস্য প্রভৃতি স্থানীয় ও কলকাতার ছবি নিয়ে। এ ছাড়াও আরও কয়েকটি ছবিতে তার কাজের কথা রয়েছে। bbox=[366, 869, 535, 927]
gas-ad-company: ফ্রন্ট ইঞ্জিনিয়ারিং এন্ড ডিস্ট্রিবিউশন কোম্পানী লিমিটেড bbox=[1270, 1891, 1482, 1903]
actress-name: নভেরা bbox=[889, 852, 920, 868]
gas-ad-line4: তাহলে আজই যোগাযোগ করুন bbox=[1367, 1813, 1497, 1826]
actress-name: পরীমণি bbox=[708, 809, 744, 824]
sign-name: বৃষ bbox=[407, 2097, 427, 2117]
actress-name: মৌসুমী bbox=[101, 697, 134, 713]
photo-caption: নুসরাত bbox=[635, 624, 683, 643]
hearing-ad-title: আপনি কি কানে কম শুনছেন? bbox=[836, 1591, 1078, 1614]
gas-ad-line2: অটো গ্যাস স্টেশন স্থাপনের bbox=[1376, 1785, 1488, 1797]
sign-name: বৃশ্চিক bbox=[1125, 2278, 1167, 2298]
will-headline-line2: রবার্ট ডাউনি bbox=[1415, 199, 1552, 232]
photo-nusrat bbox=[627, 261, 868, 647]
actress-blurb: চলতি বছর মৌসুমী অভিনীত 'জয়ন্ত ৭১' শিরোনামের একটি ছবি মুক্তি পাওয়ার কথা রয়েছে। মিজানুর রহমান পরিচালিত এই ছবির শুটিং চলছে এখন। bbox=[101, 717, 350, 758]
sign-text: টাকাপয়সা হাতে আসতে আসতে বাড়বে। আর্থিক অভাব দূর হবে। গৃহের সৌন্দর্য বৃদ্ধি পাবে। আর অবাঞ্ছিত লোকজনের থেকে দূরে থাকুন। পরিবারের লোকদের সঙ্গে আনন্দে সময় কাটবে। bbox=[829, 2263, 1102, 2302]
